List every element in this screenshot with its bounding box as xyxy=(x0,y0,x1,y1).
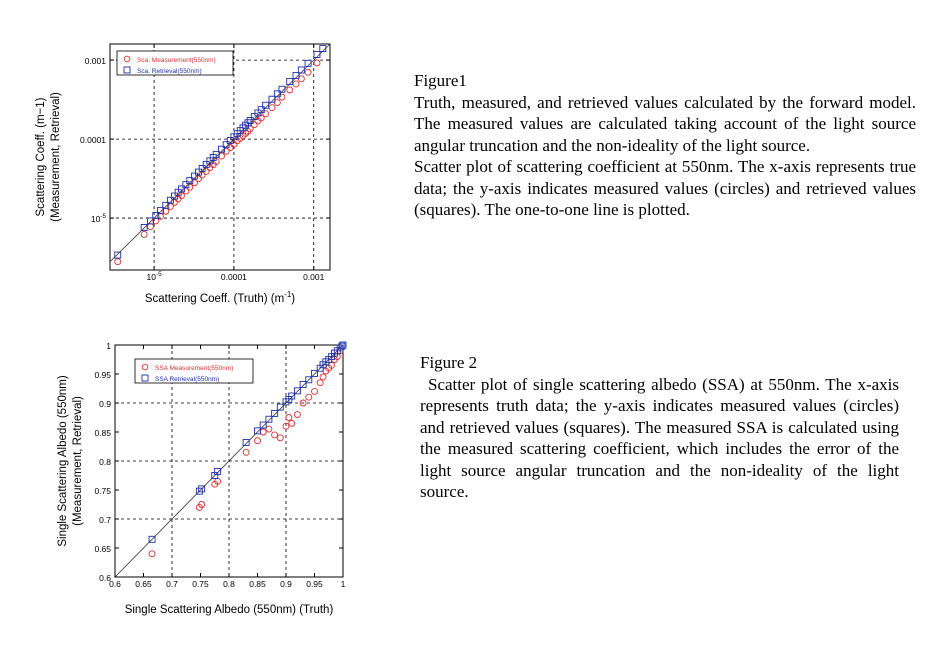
single-scattering-albedo-chart xyxy=(0,322,400,652)
x-tick-label: 0.75 xyxy=(192,579,209,589)
figure1-caption xyxy=(414,70,916,221)
x-tick-label: 0.95 xyxy=(306,579,323,589)
legend-label: Sca. Retrieval(550nm) xyxy=(137,68,202,75)
x-axis-label: Scattering Coeff. (Truth) $(m^{-1})$ xyxy=(144,290,296,305)
y-tick-label: 0.85 xyxy=(94,428,111,438)
figure1-body-2: Scatter plot of scattering coefficient at 550nm. The x-axis represents true data; the y-axis indicates measured values (circles) and retrieved values (squares). The one-to-one line is plotted. xyxy=(414,157,916,219)
legend-label: SSA Retrieval(550nm) xyxy=(155,376,220,383)
y-tick-label: 0.75 xyxy=(94,486,111,496)
y-tick-label: 0.8 xyxy=(99,457,111,467)
y-tick-label: 0.9 xyxy=(99,399,111,409)
y-axis-label-2: (Measurement, Retrieval) xyxy=(50,92,62,222)
x-axis-label: Single Scattering Albedo (550nm) (Truth) xyxy=(124,604,334,616)
figure1-title: Figure1 xyxy=(414,71,467,90)
x-tick-label: 0.7 xyxy=(166,579,178,589)
y-tick-label: 0.7 xyxy=(99,515,111,525)
x-tick-label: 0.9 xyxy=(280,579,292,589)
y-tick-label: 1 xyxy=(106,341,111,351)
figure1-body: Truth, measured, and retrieved values calculated by the forward model. The measured values are calculated taking account of the light source angular truncation and the non-ideality of the light source. xyxy=(414,92,916,155)
legend-label: Sca. Measurement(550nm) xyxy=(137,57,216,64)
legend-label: SSA Measurement(550nm) xyxy=(155,365,234,372)
x-tick-label: 0.85 xyxy=(249,579,266,589)
y-tick-label: 0.001 xyxy=(84,56,106,67)
x-tick-label: 0.0001 xyxy=(220,272,247,282)
scattering-coefficient-chart xyxy=(0,0,400,318)
y-axis-label-2: (Measurement, Retrieval) xyxy=(72,396,84,526)
x-tick-label: 0.8 xyxy=(223,579,235,589)
figure2-title: Figure 2 xyxy=(420,353,478,372)
figure2-caption xyxy=(420,352,899,503)
y-tick-label: $10^{-5}$ xyxy=(90,213,106,225)
x-tick-label: 1 xyxy=(340,579,346,589)
figure2-body: Scatter plot of single scattering albedo (SSA) at 550nm. The x-axis represents truth data; the y-axis indicates measured values (circles) and retrieved values (squares). The measured SSA is calculated using the measured scattering coefficient, which includes the error of the light source angular truncation and the non-ideality of the light source. xyxy=(420,374,899,501)
x-tick-label: $10^{-5}$ xyxy=(146,271,162,282)
plot-frame xyxy=(110,44,330,270)
y-tick-label: 0.95 xyxy=(94,370,111,380)
x-tick-label: 0.6 xyxy=(109,579,121,589)
x-tick-label: 0.65 xyxy=(135,579,152,589)
y-tick-label: 0.6 xyxy=(99,573,111,583)
y-tick-label: 0.65 xyxy=(94,544,111,554)
y-tick-label: 0.0001 xyxy=(80,135,106,146)
y-axis-label: Scattering Coeff. (m−1) xyxy=(35,97,47,217)
y-axis-label: Single Scattering Albedo (550nm) xyxy=(57,375,69,547)
x-tick-label: 0.001 xyxy=(303,272,325,282)
